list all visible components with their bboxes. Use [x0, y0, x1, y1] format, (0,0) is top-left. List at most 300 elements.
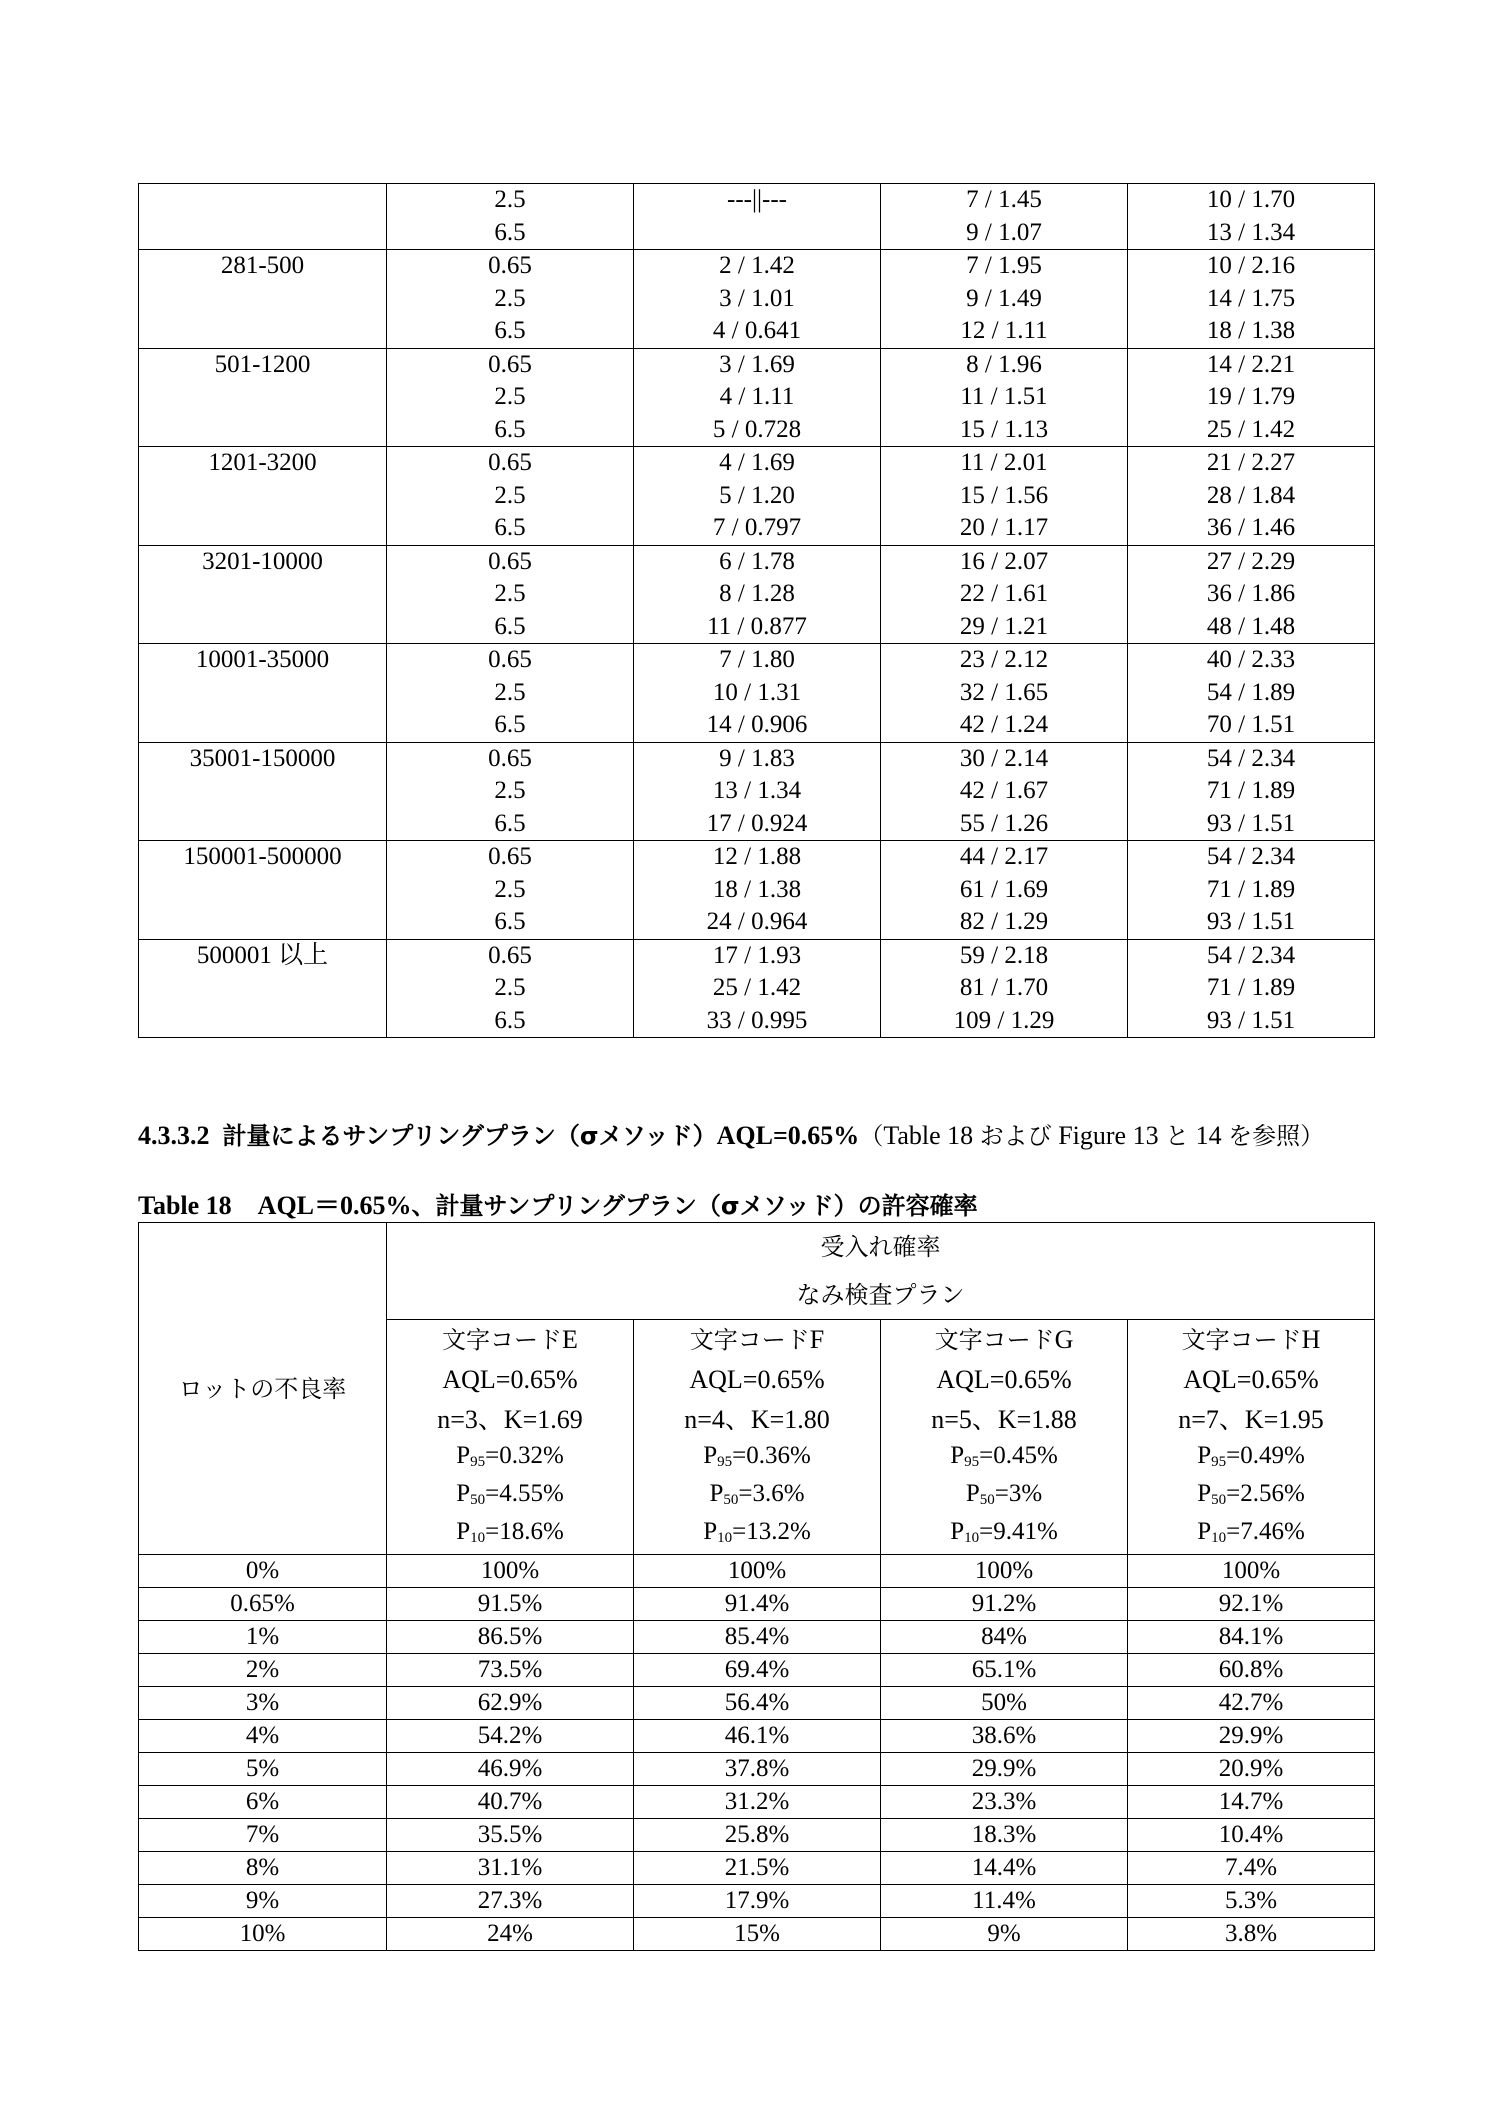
plan-value: 61 / 1.69: [959, 875, 1049, 903]
plan-value: 10 / 1.70: [1206, 186, 1296, 213]
p-letter: P: [703, 1442, 718, 1469]
p-value: =3.6%: [738, 1480, 805, 1507]
plan-cell-aql: [387, 841, 634, 940]
acceptance-cell: 54.2%: [387, 1720, 634, 1753]
p10-label: [881, 1516, 1127, 1554]
plan-value: 0.65: [488, 252, 532, 279]
plan-value: 2.5: [494, 284, 526, 312]
aql-label: AQL=0.65%: [442, 1365, 578, 1394]
table-caption-title: 、計量サンプリングプラン（σメソッド）の許容確率: [411, 1192, 978, 1220]
p50-label: [881, 1478, 1127, 1516]
acceptance-cell: 14.7%: [1128, 1786, 1375, 1819]
acceptance-cell: 31.1%: [387, 1852, 634, 1885]
acceptance-cell: 10.4%: [1128, 1819, 1375, 1852]
plan-value: 2.5: [494, 481, 526, 509]
acceptance-cell: 42.7%: [1128, 1687, 1375, 1720]
plan-value: 3 / 1.01: [719, 284, 795, 312]
plan-value: 11 / 0.877: [707, 612, 807, 640]
p95-label: [881, 1440, 1127, 1478]
acceptance-cell: 65.1%: [881, 1654, 1128, 1687]
p-value: =2.56%: [1226, 1480, 1305, 1507]
acceptance-probability-header: [387, 1223, 1375, 1320]
plan-value: 33 / 0.995: [706, 1006, 808, 1034]
lot-size-cell: [139, 939, 387, 1038]
code-label-jp: 文字コード: [934, 1326, 1055, 1354]
acceptance-cell: 40.7%: [387, 1786, 634, 1819]
aql-label: AQL=0.65%: [936, 1365, 1072, 1394]
plan-value: 11 / 2.01: [960, 449, 1048, 476]
plan-cell-aql: [387, 447, 634, 546]
code-column-header: [881, 1320, 1128, 1555]
section-ref-see: を参照）: [1228, 1122, 1325, 1150]
plan-value: 9 / 1.49: [966, 284, 1042, 312]
plan-value: 8 / 1.96: [966, 350, 1042, 378]
section-ref-open: （: [859, 1122, 884, 1150]
defect-rate-cell: 7%: [139, 1819, 387, 1852]
section-number: 4.3.3.2: [138, 1121, 210, 1150]
plan-cell-e: [634, 841, 881, 940]
plan-value: 70 / 1.51: [1206, 711, 1296, 738]
plan-cell-e: [634, 742, 881, 841]
code-label: [387, 1320, 633, 1360]
aql-label: AQL=0.65%: [689, 1365, 825, 1394]
plan-cell-e: [634, 545, 881, 644]
acceptance-cell: 24%: [387, 1918, 634, 1951]
plan-value: 2.5: [494, 383, 526, 410]
p10-label: [1128, 1516, 1374, 1554]
plan-value: 54 / 2.34: [1206, 744, 1296, 772]
lot-size-label: 1201-3200: [208, 449, 317, 476]
plan-value: 32 / 1.65: [959, 678, 1049, 706]
p-subscript: 10: [1211, 1530, 1227, 1546]
plan-cell-f: [881, 644, 1128, 743]
plan-value: 42 / 1.24: [959, 711, 1049, 738]
acceptance-cell: 91.5%: [387, 1588, 634, 1621]
plan-value: 13 / 1.34: [1206, 218, 1296, 246]
plan-value: 28 / 1.84: [1206, 481, 1296, 509]
table-row: [139, 742, 1375, 841]
plan-value: 8 / 1.28: [719, 580, 795, 607]
p-letter: P: [1197, 1442, 1212, 1469]
code-label: [881, 1320, 1127, 1360]
p-subscript: 50: [723, 1492, 739, 1508]
plan-value: 2.5: [494, 678, 526, 706]
table-row: [139, 1786, 1375, 1819]
plan-value: 2.5: [494, 875, 526, 903]
p-letter: P: [456, 1480, 471, 1507]
plan-value: 81 / 1.70: [959, 974, 1049, 1001]
plan-cell-g: [1128, 841, 1375, 940]
p-letter: P: [456, 1518, 471, 1545]
p-value: =13.2%: [732, 1518, 811, 1545]
plan-value: 14 / 2.21: [1206, 350, 1296, 378]
plan-value: 6.5: [494, 218, 526, 246]
acceptance-cell: 11.4%: [881, 1885, 1128, 1918]
p95-label: [634, 1440, 880, 1478]
plan-cell-g: [1128, 742, 1375, 841]
plan-cell-f: [881, 250, 1128, 349]
plan-value: 109 / 1.29: [953, 1006, 1055, 1034]
p-value: =0.36%: [732, 1442, 811, 1469]
lot-size-label: 501-1200: [214, 350, 311, 378]
defect-rate-cell: 5%: [139, 1753, 387, 1786]
acceptance-cell: 84.1%: [1128, 1621, 1375, 1654]
code-letter: G: [1054, 1325, 1074, 1354]
plan-value: 12 / 1.88: [712, 843, 802, 870]
plan-cell-e: [634, 250, 881, 349]
section-ref-num: 14: [1189, 1121, 1229, 1150]
acceptance-cell: 56.4%: [634, 1687, 881, 1720]
plan-cell-aql: [387, 939, 634, 1038]
plan-value: 23 / 2.12: [959, 646, 1049, 673]
plan-value: 25 / 1.42: [712, 974, 802, 1001]
acceptance-cell: 62.9%: [387, 1687, 634, 1720]
plan-value: 6.5: [494, 317, 526, 344]
plan-value: 36 / 1.86: [1206, 580, 1296, 607]
code-label-jp: 文字コード: [442, 1326, 563, 1354]
table-row: [139, 1753, 1375, 1786]
table-row: [139, 545, 1375, 644]
lot-size-cell: [139, 447, 387, 546]
nk-label: n=5、K=1.88: [931, 1405, 1077, 1434]
plan-value: 6 / 1.78: [719, 547, 795, 575]
plan-value: 2.5: [494, 580, 526, 607]
acceptance-cell: 35.5%: [387, 1819, 634, 1852]
p-letter: P: [950, 1518, 965, 1545]
plan-value: 19 / 1.79: [1206, 383, 1296, 410]
plan-value: 14 / 1.75: [1206, 284, 1296, 312]
plan-value: 10 / 2.16: [1206, 252, 1296, 279]
p50-label: [1128, 1478, 1374, 1516]
code-label: [1128, 1320, 1374, 1360]
plan-cell-e: [634, 939, 881, 1038]
table-row: [139, 1588, 1375, 1621]
plan-value: 7 / 1.95: [966, 252, 1042, 279]
table-caption: [138, 1185, 978, 1222]
table-row: [139, 348, 1375, 447]
plan-value: 11 / 1.51: [960, 383, 1048, 410]
p50-label: [387, 1478, 633, 1516]
p-letter: P: [456, 1442, 471, 1469]
plan-value: 40 / 2.33: [1206, 646, 1296, 673]
plan-value: 6.5: [494, 809, 526, 837]
p-subscript: 10: [470, 1530, 486, 1546]
p-letter: P: [1197, 1480, 1212, 1507]
section-ref-figure: Figure 13: [1051, 1121, 1166, 1150]
defect-rate-cell: 0.65%: [139, 1588, 387, 1621]
plan-cell-f: [881, 939, 1128, 1038]
p-value: =4.55%: [485, 1480, 564, 1507]
code-letter: E: [562, 1325, 578, 1354]
acceptance-cell: 14.4%: [881, 1852, 1128, 1885]
plan-value: 7 / 1.45: [966, 186, 1042, 213]
p-subscript: 50: [470, 1492, 486, 1508]
table-row: [139, 1819, 1375, 1852]
plan-cell-aql: [387, 545, 634, 644]
acceptance-cell: 91.4%: [634, 1588, 881, 1621]
plan-value: 13 / 1.34: [712, 777, 802, 804]
acceptance-cell: 7.4%: [1128, 1852, 1375, 1885]
section-ref-to: と: [1165, 1122, 1190, 1150]
p-subscript: 95: [1211, 1454, 1227, 1470]
p-value: =7.46%: [1226, 1518, 1305, 1545]
defect-rate-cell: 6%: [139, 1786, 387, 1819]
p-letter: P: [965, 1480, 980, 1507]
acceptance-cell: 18.3%: [881, 1819, 1128, 1852]
plan-value: 0.65: [488, 646, 532, 673]
p-subscript: 10: [717, 1530, 733, 1546]
section-heading: [138, 1116, 1324, 1151]
acceptance-cell: 21.5%: [634, 1852, 881, 1885]
acceptance-cell: 91.2%: [881, 1588, 1128, 1621]
plan-value: 5 / 0.728: [712, 415, 802, 443]
plan-value: 6.5: [494, 908, 526, 935]
plan-value: 14 / 0.906: [706, 711, 808, 738]
table-row: [139, 447, 1375, 546]
plan-value: 0.65: [488, 547, 532, 575]
lot-size-cell: [139, 644, 387, 743]
plan-value: 16 / 2.07: [959, 547, 1049, 575]
defect-rate-cell: 1%: [139, 1621, 387, 1654]
plan-cell-f: [881, 841, 1128, 940]
p-letter: P: [709, 1480, 724, 1507]
plan-value: 2.5: [494, 186, 526, 213]
acceptance-cell: 84%: [881, 1621, 1128, 1654]
plan-value: 4 / 1.11: [719, 383, 795, 410]
lot-size-label: 3201-10000: [202, 547, 323, 575]
lot-size-cell: [139, 250, 387, 349]
acceptance-cell: 37.8%: [634, 1753, 881, 1786]
table-row: [139, 939, 1375, 1038]
plan-value: 18 / 1.38: [712, 875, 802, 903]
table-row: [139, 1555, 1375, 1588]
plan-cell-e: [634, 447, 881, 546]
acceptance-cell: 50%: [881, 1687, 1128, 1720]
plan-value: 4 / 0.641: [712, 317, 802, 344]
plan-value: 54 / 2.34: [1206, 843, 1296, 870]
lot-size-label: 500001 以上: [196, 941, 329, 969]
plan-value: 5 / 1.20: [719, 481, 795, 509]
acceptance-probability-table: [138, 1222, 1375, 1951]
p50-label: [634, 1478, 880, 1516]
plan-cell-g: [1128, 644, 1375, 743]
acceptance-cell: 100%: [881, 1555, 1128, 1588]
plan-value: 0.65: [488, 449, 532, 476]
plan-value: 54 / 2.34: [1206, 941, 1296, 969]
plan-value: 2.5: [494, 974, 526, 1001]
plan-cell-f: [881, 742, 1128, 841]
plan-value: 3 / 1.69: [719, 350, 795, 378]
plan-value: ---||---: [727, 186, 787, 213]
table-caption-label: Table 18 AQL＝0.65%: [138, 1191, 412, 1220]
code-label-jp: 文字コード: [1181, 1326, 1302, 1354]
plan-value: 71 / 1.89: [1206, 777, 1296, 804]
plan-cell-aql: [387, 184, 634, 250]
table-row: [139, 644, 1375, 743]
code-column-header: [1128, 1320, 1375, 1555]
plan-value: 18 / 1.38: [1206, 317, 1296, 344]
lot-size-label: 10001-35000: [195, 646, 330, 673]
plan-cell-f: [881, 545, 1128, 644]
p-letter: P: [1197, 1518, 1212, 1545]
plan-value: 93 / 1.51: [1206, 908, 1296, 935]
plan-value: 17 / 0.924: [706, 809, 808, 837]
acceptance-cell: 60.8%: [1128, 1654, 1375, 1687]
plan-value: 22 / 1.61: [959, 580, 1049, 607]
p-letter: P: [703, 1518, 718, 1545]
table-row: [139, 1720, 1375, 1753]
plan-value: 30 / 2.14: [959, 744, 1049, 772]
p-letter: P: [950, 1442, 965, 1469]
table-row: [139, 1621, 1375, 1654]
acceptance-cell: 3.8%: [1128, 1918, 1375, 1951]
code-label: [634, 1320, 880, 1360]
lot-size-cell: [139, 545, 387, 644]
plan-value: 20 / 1.17: [959, 514, 1049, 541]
plan-value: 12 / 1.11: [960, 317, 1048, 344]
plan-value: 17 / 1.93: [712, 941, 802, 969]
plan-cell-g: [1128, 348, 1375, 447]
p-value: =18.6%: [485, 1518, 564, 1545]
table-row: [139, 1654, 1375, 1687]
plan-value: 6.5: [494, 711, 526, 738]
plan-value: 15 / 1.13: [959, 415, 1049, 443]
plan-cell-g: [1128, 184, 1375, 250]
plan-cell-aql: [387, 348, 634, 447]
plan-value: 25 / 1.42: [1206, 415, 1296, 443]
plan-value: 54 / 1.89: [1206, 678, 1296, 706]
defect-rate-cell: 4%: [139, 1720, 387, 1753]
acceptance-cell: 86.5%: [387, 1621, 634, 1654]
acceptance-cell: 15%: [634, 1918, 881, 1951]
acceptance-cell: 23.3%: [881, 1786, 1128, 1819]
plan-value: 2 / 1.42: [719, 252, 795, 279]
acceptance-cell: 73.5%: [387, 1654, 634, 1687]
plan-value: [634, 217, 880, 250]
plan-value: 82 / 1.29: [959, 908, 1049, 935]
acceptance-cell: 25.8%: [634, 1819, 881, 1852]
plan-value: 24 / 0.964: [706, 908, 808, 935]
code-column-header: [634, 1320, 881, 1555]
lot-size-label: 281-500: [220, 252, 305, 279]
acceptance-cell: 29.9%: [881, 1753, 1128, 1786]
plan-value: 9 / 1.07: [966, 218, 1042, 246]
code-label-jp: 文字コード: [689, 1326, 810, 1354]
plan-value: 93 / 1.51: [1206, 1006, 1296, 1034]
code-column-header: [387, 1320, 634, 1555]
aql-label: AQL=0.65%: [1183, 1365, 1319, 1394]
plan-cell-f: [881, 184, 1128, 250]
acceptance-cell: 100%: [1128, 1555, 1375, 1588]
lot-size-label: 150001-500000: [183, 843, 342, 870]
plan-cell-g: [1128, 545, 1375, 644]
plan-value: 59 / 2.18: [959, 941, 1049, 969]
lot-size-label: [139, 184, 386, 217]
acceptance-cell: 9%: [881, 1918, 1128, 1951]
p-subscript: 10: [964, 1530, 980, 1546]
p10-label: [387, 1516, 633, 1554]
p10-label: [634, 1516, 880, 1554]
nk-label: n=4、K=1.80: [684, 1405, 830, 1434]
plan-value: 29 / 1.21: [959, 612, 1049, 640]
plan-value: 7 / 0.797: [712, 514, 802, 541]
p-subscript: 95: [964, 1454, 980, 1470]
plan-cell-aql: [387, 250, 634, 349]
acceptance-cell: 100%: [387, 1555, 634, 1588]
table-row: [139, 1918, 1375, 1951]
plan-value: 71 / 1.89: [1206, 974, 1296, 1001]
code-letter: H: [1301, 1325, 1321, 1354]
acceptance-cell: 85.4%: [634, 1621, 881, 1654]
plan-cell-g: [1128, 447, 1375, 546]
plan-value: 2.5: [494, 777, 526, 804]
p-value: =0.45%: [979, 1442, 1058, 1469]
acceptance-cell: 100%: [634, 1555, 881, 1588]
p-subscript: 50: [1211, 1492, 1227, 1508]
p-value: =9.41%: [979, 1518, 1058, 1545]
plan-value: 93 / 1.51: [1206, 809, 1296, 837]
plan-value: 9 / 1.83: [719, 744, 795, 772]
table-row: [139, 1852, 1375, 1885]
acceptance-cell: 38.6%: [881, 1720, 1128, 1753]
table-row: [139, 841, 1375, 940]
lot-size-cell: [139, 742, 387, 841]
plan-cell-f: [881, 348, 1128, 447]
p-subscript: 95: [470, 1454, 486, 1470]
p95-label: [1128, 1440, 1374, 1478]
plan-value: 71 / 1.89: [1206, 875, 1296, 903]
plan-cell-aql: [387, 742, 634, 841]
nk-label: n=3、K=1.69: [437, 1405, 583, 1434]
code-letter: F: [809, 1325, 825, 1354]
nk-label: n=7、K=1.95: [1178, 1405, 1324, 1434]
p-value: =0.49%: [1226, 1442, 1305, 1469]
defect-rate-cell: 2%: [139, 1654, 387, 1687]
defect-rate-cell: 9%: [139, 1885, 387, 1918]
acceptance-cell: 46.1%: [634, 1720, 881, 1753]
plan-value: 55 / 1.26: [959, 809, 1049, 837]
plan-value: 15 / 1.56: [959, 481, 1049, 509]
acceptance-cell: 5.3%: [1128, 1885, 1375, 1918]
defect-rate-cell: 8%: [139, 1852, 387, 1885]
plan-value: 6.5: [494, 415, 526, 443]
plan-value: 7 / 1.80: [719, 646, 795, 673]
plan-value: 6.5: [494, 514, 526, 541]
plan-value: 0.65: [488, 350, 532, 378]
acceptance-cell: 20.9%: [1128, 1753, 1375, 1786]
lot-defect-rate-header: ロットの不良率: [139, 1223, 387, 1555]
section-ref-and: および: [979, 1122, 1052, 1150]
plan-value: 4 / 1.69: [719, 449, 795, 476]
p95-label: [387, 1440, 633, 1478]
p-subscript: 95: [717, 1454, 733, 1470]
accept-header-text: 受入れ確率: [820, 1233, 941, 1261]
table-row: [139, 1687, 1375, 1720]
plan-cell-g: [1128, 939, 1375, 1038]
p-subscript: 50: [979, 1492, 995, 1508]
section-title: 計量によるサンプリングプラン（σメソッド）: [222, 1122, 717, 1150]
acceptance-cell: 31.2%: [634, 1786, 881, 1819]
table-row: [139, 184, 1375, 250]
lot-size-cell: [139, 348, 387, 447]
plan-cell-aql: [387, 644, 634, 743]
plan-value: 0.65: [488, 744, 532, 772]
acceptance-cell: 46.9%: [387, 1753, 634, 1786]
lot-size-cell: [139, 184, 387, 250]
plan-cell-e: [634, 348, 881, 447]
plan-value: 48 / 1.48: [1206, 612, 1296, 640]
acceptance-cell: 17.9%: [634, 1885, 881, 1918]
